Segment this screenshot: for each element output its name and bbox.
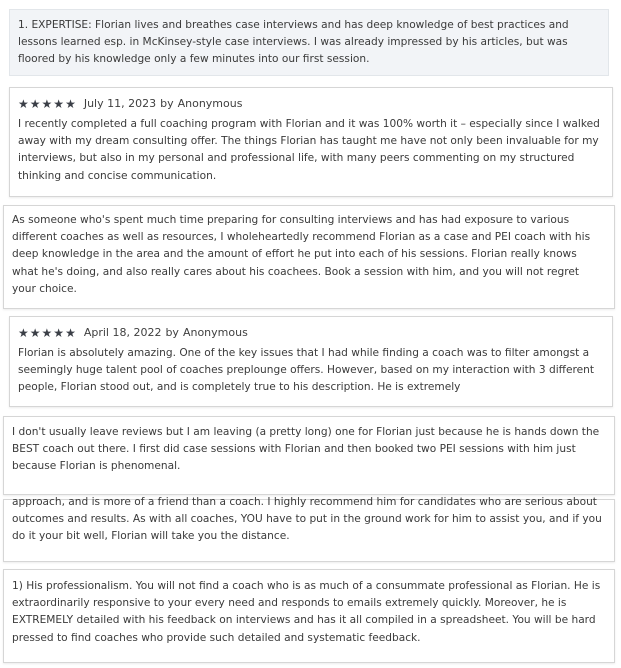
- review-excerpt-card: [3, 569, 615, 663]
- review-card: [9, 316, 613, 407]
- review-meta: [18, 325, 604, 340]
- star-icon: ★: [41, 96, 53, 111]
- review-excerpt-card: [3, 416, 615, 495]
- review-text: As someone who's spent much time preparing for consulting interviews and has had exposure to various different coaches as well as resources, I wholeheartedly recommend Florian as a case and PEI coach with his deep knowledge in the area and the amount of effort he put into each of his sessions. Florian really knows what he's doing, and also really cares about his coachees. Book a session with him, and you will not regret your choice.: [12, 214, 591, 295]
- rating-stars: [18, 98, 76, 110]
- review-text: I recently completed a full coaching program with Florian and it was 100% worth it – especially since I walked away with my dream consulting offer. The things Florian has taught me have not only been invaluable for my interviews, but also in my personal and professional life, with many peers commenting on my structured thinking and concise communication.: [18, 118, 600, 182]
- star-icon: ★: [65, 96, 76, 111]
- review-by: by: [160, 97, 174, 110]
- review-text: 1) His professionalism. You will not find a coach who is as much of a consummate professional as Florian. He is extraordinarily responsive to your every need and responds to emails extremely quickly. Moreover, he is EXTREMELY detailed with his feedback on interviews and has it all compiled in a spreadsheet. You will be hard pressed to find coaches who provide such detailed and systematic feedback.: [12, 580, 601, 644]
- review-excerpt-card: [9, 9, 609, 76]
- review-text: approach, and is more of a friend than a coach. I highly recommend him for candidates who are serious about outcomes and results. As with all coaches, YOU have to put in the ground work for him to assist you, and if you do it your bit well, Florian will take you the distance.: [12, 496, 602, 543]
- review-card: [9, 87, 613, 197]
- review-text: 1. EXPERTISE: Florian lives and breathes case interviews and has deep knowledge of best practices and lessons learned esp. in McKinsey-style case interviews. I was already impressed by his articles, but was floored by his knowledge only a few minutes into our first session.: [18, 19, 569, 66]
- rating-stars: [18, 327, 76, 339]
- star-icon: ★: [18, 96, 29, 111]
- review-by: by: [165, 326, 179, 339]
- review-excerpt-card: [3, 496, 615, 562]
- review-text: Florian is absolutely amazing. One of the key issues that I had while finding a coach was to filter amongst a seemingly huge talent pool of coaches preplounge offers. However, based on my interaction with 3 different people, Florian stood out, and is completely true to his description. He is extremely: [18, 347, 594, 394]
- review-author: Anonymous: [182, 326, 248, 339]
- star-icon: ★: [29, 96, 41, 111]
- star-icon: ★: [18, 325, 29, 340]
- star-icon: ★: [29, 325, 41, 340]
- star-icon: ★: [53, 325, 65, 340]
- star-icon: ★: [65, 325, 76, 340]
- review-date: July 11, 2023: [83, 97, 157, 110]
- review-excerpt-card: [3, 205, 615, 309]
- star-icon: ★: [53, 96, 65, 111]
- review-date: April 18, 2022: [83, 326, 162, 339]
- review-text: I don't usually leave reviews but I am leaving (a pretty long) one for Florian just because he is hands down the BEST coach out there. I first did case sessions with Florian and then booked two PEI sessions with him just because Florian is phenomenal.: [12, 426, 600, 473]
- review-author: Anonymous: [177, 97, 243, 110]
- review-meta: [18, 96, 604, 111]
- star-icon: ★: [41, 325, 53, 340]
